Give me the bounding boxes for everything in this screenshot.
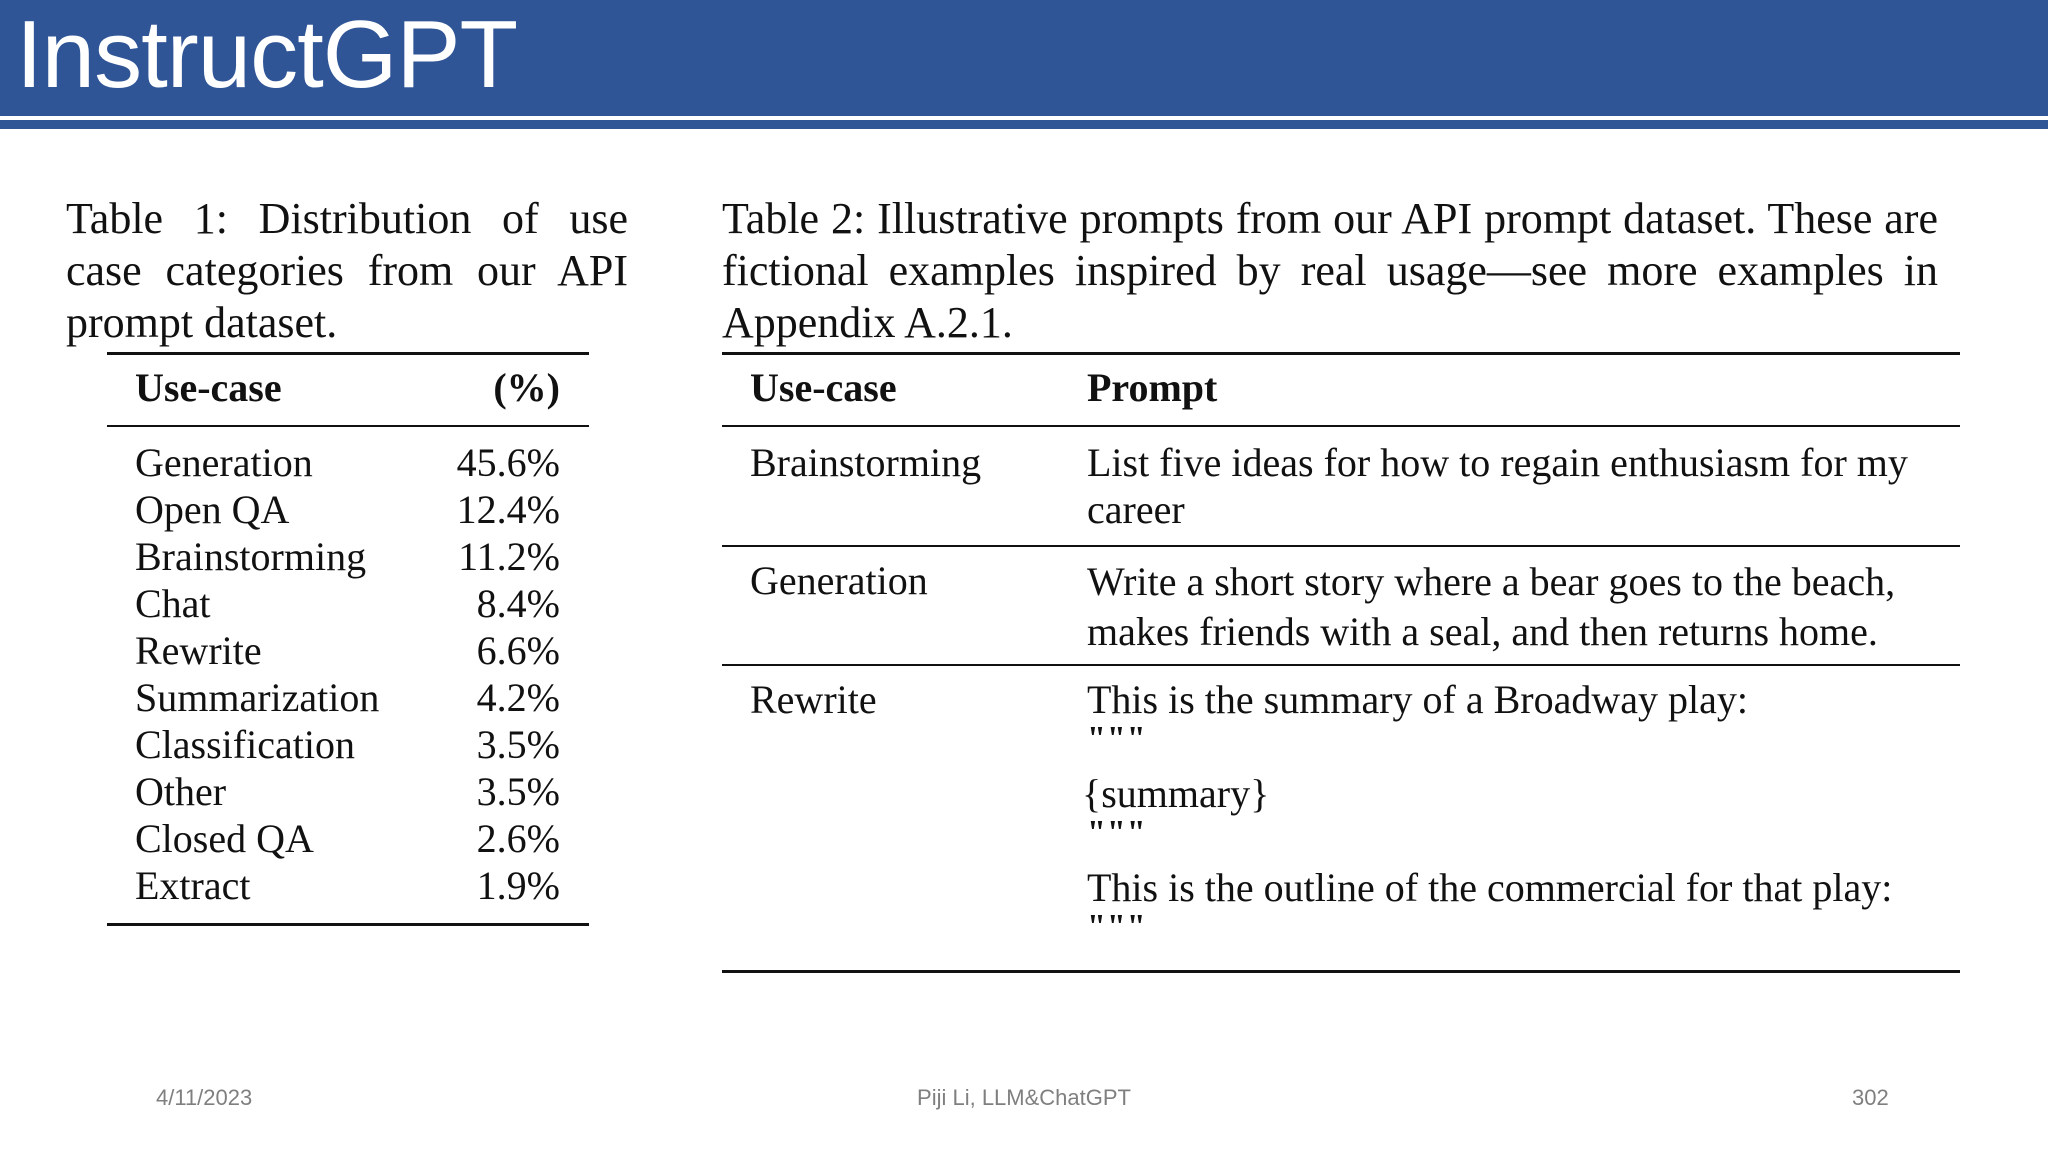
table2-header-usecase: Use-case	[750, 365, 897, 410]
usecase-name: Generation	[135, 440, 313, 485]
slide-title: InstructGPT	[16, 1, 518, 108]
table1-row	[135, 862, 560, 909]
table1-top-rule	[107, 352, 589, 355]
table2-prompt-quotes: """	[1087, 720, 1147, 757]
usecase-name: Other	[135, 769, 227, 814]
usecase-name: Chat	[135, 581, 211, 626]
table2-mid-rule	[722, 425, 1960, 427]
usecase-name: Open QA	[135, 487, 290, 532]
table1-bottom-rule	[107, 923, 589, 926]
usecase-percent: 8.4%	[476, 581, 560, 626]
usecase-name: Closed QA	[135, 816, 314, 861]
table1-row	[135, 674, 560, 721]
usecase-name: Rewrite	[135, 628, 262, 673]
table2-usecase-generation: Generation	[750, 558, 928, 603]
table1-mid-rule	[107, 425, 589, 427]
footer-date: 4/11/2023	[156, 1085, 253, 1110]
table1-header-usecase: Use-case	[135, 365, 282, 410]
table1-row	[135, 815, 560, 862]
table1-row	[135, 439, 560, 486]
title-bar	[0, 0, 2048, 116]
table2-row-rule	[722, 664, 1960, 666]
table1-row	[135, 768, 560, 815]
table1-caption: Table 1: Distribution of use case categories from our API prompt dataset.	[66, 194, 628, 347]
table2-usecase-brainstorming: Brainstorming	[750, 440, 982, 485]
table2-bottom-rule	[722, 970, 1960, 973]
usecase-percent: 6.6%	[476, 628, 560, 673]
usecase-percent: 11.2%	[458, 534, 560, 579]
table2-caption: Table 2: Illustrative prompts from our API prompt dataset. These are fictional examples inspired by real usage—see more examples in Appendix A.2.1.	[722, 194, 1938, 347]
usecase-percent: 45.6%	[456, 440, 560, 485]
usecase-percent: 12.4%	[456, 487, 560, 532]
table2-usecase-rewrite: Rewrite	[750, 677, 877, 722]
usecase-name: Extract	[135, 863, 251, 908]
table2-prompt-rewrite-line: This is the summary of a Broadway play:	[1087, 677, 1748, 722]
usecase-percent: 3.5%	[476, 722, 560, 767]
usecase-percent: 3.5%	[476, 769, 560, 814]
table1-header-percent: (%)	[493, 365, 560, 410]
page-number: 302	[1852, 1085, 1889, 1110]
table2-prompt-generation: Write a short story where a bear goes to the beach, makes friends with a seal, and then returns home.	[1087, 559, 1896, 654]
table2-prompt-quotes: """	[1087, 814, 1147, 851]
usecase-name: Classification	[135, 722, 355, 767]
table1-row	[135, 627, 560, 674]
table1-row	[135, 721, 560, 768]
usecase-name: Brainstorming	[135, 534, 367, 579]
table2-prompt-rewrite-line: This is the outline of the commercial for that play:	[1087, 865, 1893, 910]
table1-row	[135, 533, 560, 580]
table2-header-prompt: Prompt	[1087, 365, 1218, 410]
usecase-percent: 2.6%	[476, 816, 560, 861]
usecase-percent: 1.9%	[476, 863, 560, 908]
title-underline	[0, 120, 2048, 129]
table2-prompt-brainstorming: List five ideas for how to regain enthusiasm for my career	[1087, 440, 1908, 532]
table2-top-rule	[722, 352, 1960, 355]
footer-author: Piji Li, LLM&ChatGPT	[917, 1085, 1131, 1110]
usecase-percent: 4.2%	[476, 675, 560, 720]
table1-row	[135, 580, 560, 627]
table2-row-rule	[722, 545, 1960, 547]
table2-prompt-summary-placeholder: {summary}	[1082, 771, 1270, 816]
table2-prompt-quotes: """	[1087, 908, 1147, 945]
usecase-name: Summarization	[135, 675, 380, 720]
table1-row	[135, 486, 560, 533]
